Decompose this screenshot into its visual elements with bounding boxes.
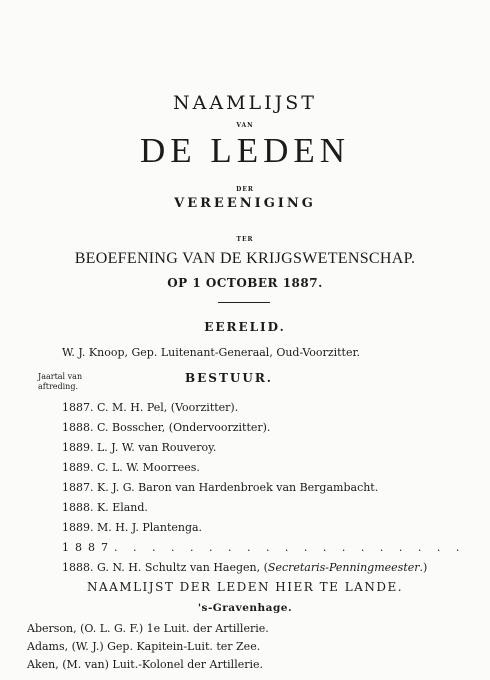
title-date: OP 1 OCTOBER 1887.: [167, 276, 323, 290]
leden-heading: NAAMLIJST DER LEDEN HIER TE LANDE.: [86, 580, 404, 594]
list-item: 1889. C. L. W. Moorrees.: [62, 461, 200, 474]
list-item: 1888. K. Eland.: [62, 501, 148, 514]
list-item-secretary: 1888. G. N. H. Schultz van Haegen, (Secretaris-Penningmeester.): [62, 561, 428, 574]
bestuur-side-label: Jaartal van aftreding.: [38, 372, 83, 391]
list-item: 1889. L. J. W. van Rouveroy.: [62, 441, 217, 454]
list-item: Adams, (W. J.) Gep. Kapitein-Luit. ter Zee.: [27, 640, 261, 653]
list-item: 1888. C. Bosscher, (Ondervoorzitter).: [62, 421, 271, 434]
title-naamlijst: NAAMLIJST: [173, 92, 317, 114]
eerelid-entry: W. J. Knoop, Gep. Luitenant-Generaal, Oud-Voorzitter.: [62, 346, 361, 359]
list-item: 1887. C. M. H. Pel, (Voorzitter).: [62, 401, 239, 414]
title-vereeniging: VEREENIGING: [174, 196, 316, 211]
title-der: DER: [236, 186, 254, 193]
list-item: 1889. M. H. J. Plantenga.: [62, 521, 203, 534]
title-van: VAN: [236, 122, 254, 129]
title-beoefening: BEOEFENING VAN DE KRIJGSWETENSCHAP.: [74, 250, 416, 267]
title-de-leden: DE LEDEN: [139, 131, 351, 170]
separator-rule: [218, 302, 270, 303]
bestuur-heading: BESTUUR.: [185, 371, 273, 385]
title-ter: TER: [236, 236, 254, 243]
list-item: Aberson, (O. L. G. F.) 1e Luit. der Artillerie.: [27, 622, 269, 635]
eerelid-heading: EERELID.: [204, 320, 286, 334]
list-item-vacant: 1887. . . . . . . . . . . . . . . . . . .: [62, 541, 466, 554]
place-heading: 's-Gravenhage.: [197, 602, 293, 614]
list-item: 1887. K. J. G. Baron van Hardenbroek van Bergambacht.: [62, 481, 379, 494]
list-item: Aken, (M. van) Luit.-Kolonel der Artillerie.: [27, 658, 264, 671]
